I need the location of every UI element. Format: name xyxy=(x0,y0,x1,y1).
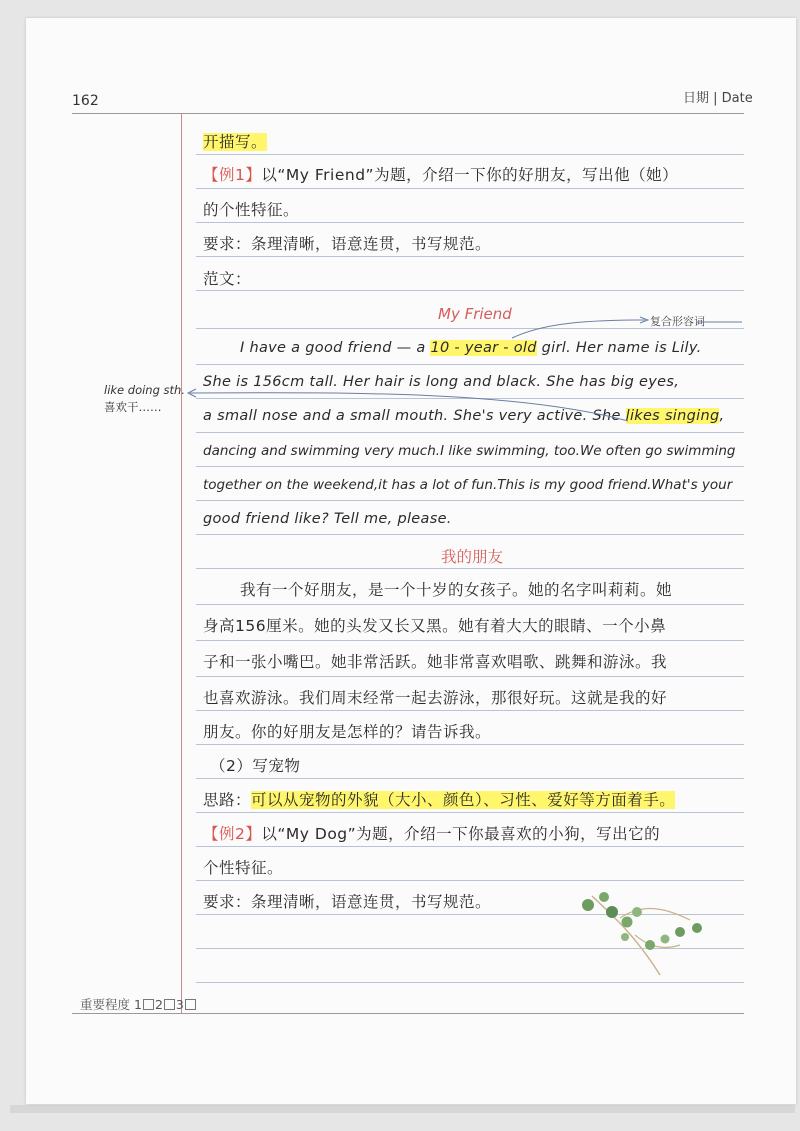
sample-essay-label: 范文： xyxy=(203,270,252,288)
date-label: 日期 | Date xyxy=(683,91,753,106)
translation-line-1: 我有一个好朋友，是一个十岁的女孩子。她的名字叫莉莉。她 xyxy=(240,581,673,599)
requirement-line-2: 要求：条理清晰，语意连贯，书写规范。 xyxy=(203,893,492,911)
highlight-likes-singing: likes singing xyxy=(625,408,720,424)
essay-line-4: dancing and swimming very much.I like swimming, too.We often go swimming xyxy=(203,443,736,459)
like-doing-note-zh: 喜欢干…… xyxy=(104,400,162,414)
highlight-10-year-old: 10 - year - old xyxy=(430,340,537,356)
compound-arrow xyxy=(512,320,645,338)
intro-line-1: 开描写。 xyxy=(203,133,268,151)
page-number: 162 xyxy=(72,93,99,109)
section2-idea: 思路：可以从宠物的外貌（大小、颜色）、习性、爱好等方面着手。 xyxy=(203,791,676,809)
example2-tag: 【例2】 xyxy=(203,825,262,843)
like-doing-note-en: like doing sth. xyxy=(104,383,185,397)
like-doing-arrow xyxy=(190,393,628,421)
essay-line-2: She is 156cm tall. Her hair is long and black. She has big eyes, xyxy=(203,374,680,390)
plant-decoration-icon xyxy=(582,892,702,975)
translation-line-4: 也喜欢游泳。我们周末经常一起去游泳，那很好玩。这就是我的好 xyxy=(203,689,668,707)
requirement-line: 要求：条理清晰，语意连贯，书写规范。 xyxy=(203,235,492,253)
example2-line-2: 个性特征。 xyxy=(203,859,284,877)
example1-tag: 【例1】 xyxy=(203,166,262,184)
essay-line-5: together on the weekend,it has a lot of fun.This is my good friend.What's your xyxy=(203,477,733,493)
essay-line-3: a small nose and a small mouth. She's very active. She likes singing, xyxy=(203,408,725,424)
translation-line-5: 朋友。你的好朋友是怎样的？请告诉我。 xyxy=(203,723,492,741)
essay-line-6: good friend like? Tell me, please. xyxy=(203,511,452,527)
essay-title-en: My Friend xyxy=(438,305,512,323)
section2-heading: （2）写宠物 xyxy=(210,757,301,775)
translation-line-2: 身高156厘米。她的头发又长又黑。她有着大大的眼睛、一个小鼻 xyxy=(203,617,667,635)
example2-line: 【例2】以“My Dog”为题，介绍一下你最喜欢的小狗，写出它的 xyxy=(203,825,661,843)
example1-line: 【例1】以“My Friend”为题，介绍一下你的好朋友，写出他（她） xyxy=(203,166,679,184)
importance-rating: 重要程度 1 2 3 xyxy=(80,995,197,1013)
essay-title-zh: 我的朋友 xyxy=(441,548,504,566)
highlight-idea: 可以从宠物的外貌（大小、颜色）、习性、爱好等方面着手。 xyxy=(251,791,676,809)
essay-line-1: I have a good friend — a 10 - year - old girl. Her name is Lily. xyxy=(240,340,702,356)
translation-line-3: 子和一张小嘴巴。她非常活跃。她非常喜欢唱歌、跳舞和游泳。我 xyxy=(203,653,668,671)
intro-line-3: 的个性特征。 xyxy=(203,201,300,219)
compound-adjective-note: 复合形容词 xyxy=(650,315,705,328)
